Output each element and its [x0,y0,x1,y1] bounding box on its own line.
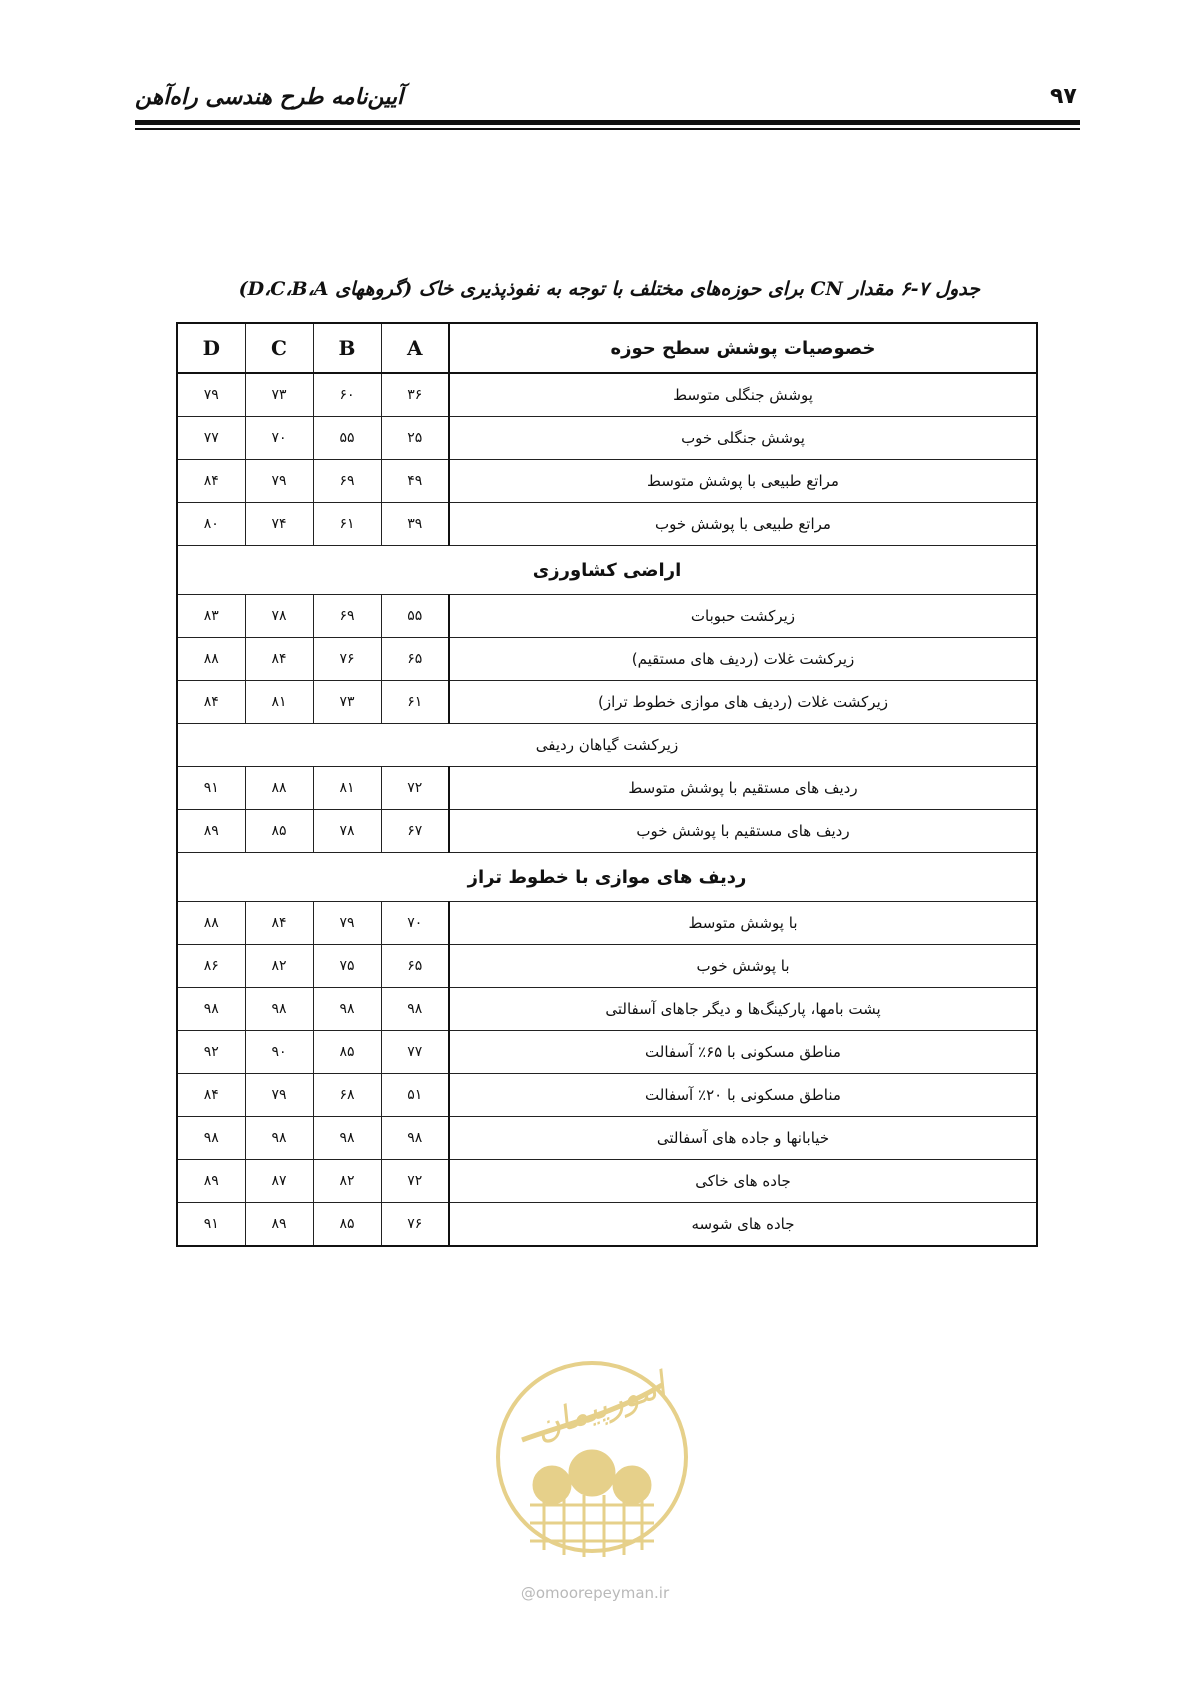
cell-b: ۸۲ [313,1160,381,1203]
cell-description: مراتع طبیعی با پوشش خوب [449,503,1037,546]
table-row [177,945,1037,988]
book-title: آیین‌نامه طرح هندسی راه‌آهن [135,84,404,110]
cell-d: ۸۴ [177,460,245,503]
cell-b: ۵۵ [313,417,381,460]
cell-description: زیرکشت غلات (ردیف های موازی خطوط تراز) [449,681,1037,724]
table-row [177,638,1037,681]
cell-c: ۸۱ [245,681,313,724]
cell-b: ۶۸ [313,1074,381,1117]
cell-c: ۸۲ [245,945,313,988]
section-label: ردیف های موازی با خطوط تراز [177,853,1037,902]
table-row [177,595,1037,638]
cell-c: ۷۳ [245,373,313,417]
cell-description: مراتع طبیعی با پوشش متوسط [449,460,1037,503]
cell-description: جاده های خاکی [449,1160,1037,1203]
table-row [177,902,1037,945]
cell-description: ردیف های مستقیم با پوشش خوب [449,810,1037,853]
cell-b: ۸۵ [313,1203,381,1247]
cell-a: ۹۸ [381,1117,449,1160]
cell-c: ۷۴ [245,503,313,546]
cell-a: ۷۲ [381,767,449,810]
column-header-description: خصوصیات پوشش سطح حوزه [449,323,1037,373]
header-rule-thick [135,120,1080,125]
cell-description: ردیف های مستقیم با پوشش متوسط [449,767,1037,810]
cell-c: ۷۸ [245,595,313,638]
table-row [177,1203,1037,1247]
cell-b: ۷۸ [313,810,381,853]
table-row [177,681,1037,724]
section-row [177,853,1037,902]
cell-a: ۶۷ [381,810,449,853]
subsection-label: زیرکشت گیاهان ردیفی [177,724,1037,767]
cell-b: ۷۶ [313,638,381,681]
page-header [135,80,1080,110]
table-header-row [177,323,1037,373]
table-caption: جدول ۷-۶ مقدار CN برای حوزه‌های مختلف با توجه به نفوذپذیری خاک (گروههای D،C،B،A) [238,278,980,300]
cell-c: ۹۸ [245,1117,313,1160]
cell-c: ۹۸ [245,988,313,1031]
cell-a: ۷۰ [381,902,449,945]
table-row [177,1160,1037,1203]
cell-description: پشت بامها، پارکینگ‌ها و دیگر جاهای آسفالتی [449,988,1037,1031]
cell-b: ۹۸ [313,988,381,1031]
cell-b: ۸۵ [313,1031,381,1074]
cell-b: ۸۱ [313,767,381,810]
cell-c: ۸۴ [245,638,313,681]
cell-c: ۹۰ [245,1031,313,1074]
cell-b: ۷۵ [313,945,381,988]
table-row [177,417,1037,460]
table-row [177,988,1037,1031]
cell-c: ۷۹ [245,460,313,503]
cell-a: ۶۵ [381,945,449,988]
cell-c: ۷۹ [245,1074,313,1117]
cell-a: ۷۷ [381,1031,449,1074]
section-label: اراضی کشاورزی [177,546,1037,595]
cell-description: مناطق مسکونی با ۲۰٪ آسفالت [449,1074,1037,1117]
column-header-c: C [245,323,313,373]
cell-b: ۶۰ [313,373,381,417]
cell-a: ۷۶ [381,1203,449,1247]
cell-b: ۶۹ [313,595,381,638]
watermark-site: @omoorepeyman.ir [520,1584,670,1602]
cell-description: جاده های شوسه [449,1203,1037,1247]
cell-b: ۷۳ [313,681,381,724]
cell-b: ۶۹ [313,460,381,503]
cell-d: ۹۲ [177,1031,245,1074]
column-header-b: B [313,323,381,373]
table-body [177,373,1037,1246]
cell-description: زیرکشت غلات (ردیف های مستقیم) [449,638,1037,681]
cell-a: ۳۶ [381,373,449,417]
table-row [177,1074,1037,1117]
cell-d: ۸۸ [177,902,245,945]
cell-a: ۷۲ [381,1160,449,1203]
watermark-logo-text: امورپیمان [529,1364,672,1449]
table-row [177,460,1037,503]
cell-description: پوشش جنگلی خوب [449,417,1037,460]
cell-b: ۹۸ [313,1117,381,1160]
cell-d: ۸۳ [177,595,245,638]
cell-d: ۷۷ [177,417,245,460]
cell-b: ۷۹ [313,902,381,945]
table-row [177,767,1037,810]
cell-d: ۹۸ [177,1117,245,1160]
column-header-a: A [381,323,449,373]
cell-d: ۸۰ [177,503,245,546]
cn-table [176,322,1038,1247]
cell-description: مناطق مسکونی با ۶۵٪ آسفالت [449,1031,1037,1074]
section-row [177,546,1037,595]
cell-a: ۶۵ [381,638,449,681]
cell-b: ۶۱ [313,503,381,546]
table-row [177,1117,1037,1160]
cell-c: ۸۴ [245,902,313,945]
cell-description: با پوشش خوب [449,945,1037,988]
cell-d: ۸۹ [177,1160,245,1203]
cell-a: ۹۸ [381,988,449,1031]
cell-d: ۸۶ [177,945,245,988]
cell-description: خیابانها و جاده های آسفالتی [449,1117,1037,1160]
column-header-d: D [177,323,245,373]
cell-d: ۸۹ [177,810,245,853]
cell-a: ۴۹ [381,460,449,503]
subsection-row [177,724,1037,767]
table-row [177,503,1037,546]
cell-d: ۹۱ [177,767,245,810]
table-row [177,373,1037,417]
cell-c: ۷۰ [245,417,313,460]
cell-d: ۹۸ [177,988,245,1031]
cell-a: ۵۵ [381,595,449,638]
cell-a: ۵۱ [381,1074,449,1117]
cell-a: ۲۵ [381,417,449,460]
cell-d: ۸۴ [177,681,245,724]
cell-c: ۸۵ [245,810,313,853]
cell-c: ۸۷ [245,1160,313,1203]
table-row [177,810,1037,853]
cell-d: ۸۸ [177,638,245,681]
cell-c: ۸۹ [245,1203,313,1247]
cell-description: زیرکشت حبوبات [449,595,1037,638]
cell-c: ۸۸ [245,767,313,810]
cell-description: با پوشش متوسط [449,902,1037,945]
watermark-logo [492,1345,692,1570]
cell-d: ۹۱ [177,1203,245,1247]
table-row [177,1031,1037,1074]
cell-d: ۸۴ [177,1074,245,1117]
cell-d: ۷۹ [177,373,245,417]
cell-a: ۳۹ [381,503,449,546]
cell-a: ۶۱ [381,681,449,724]
cell-description: پوشش جنگلی متوسط [449,373,1037,417]
header-rule-thin [135,128,1080,130]
page-number: ۹۷ [1050,84,1077,109]
